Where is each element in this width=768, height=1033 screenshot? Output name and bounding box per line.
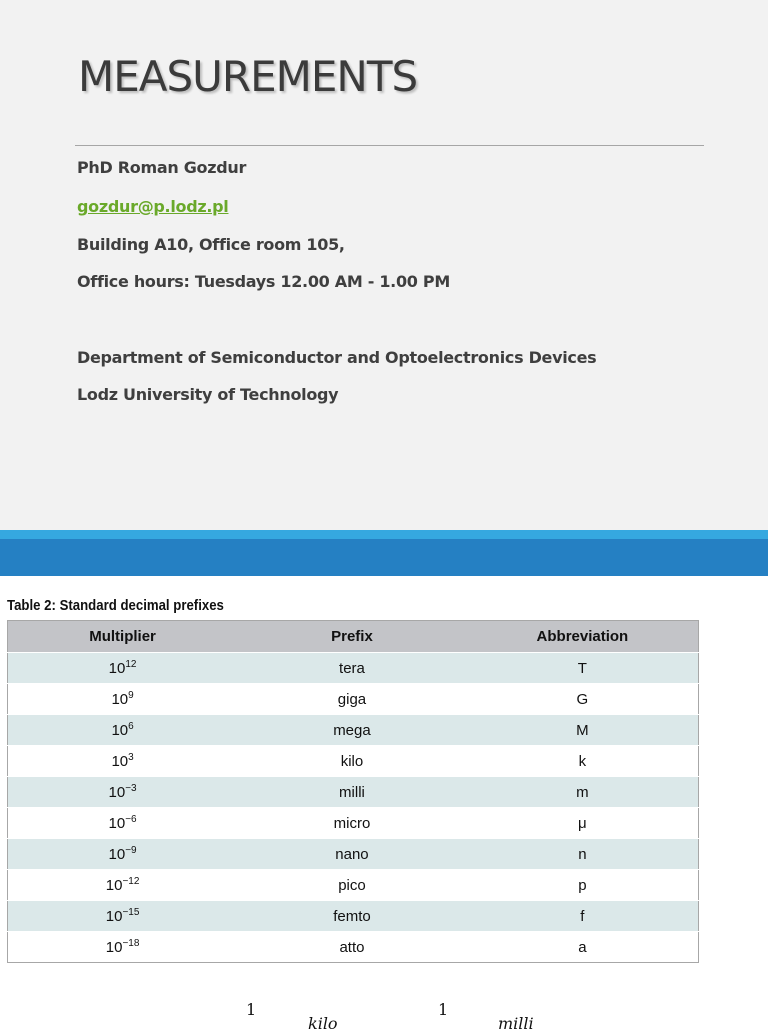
- slide-title: MEASUREMENTS: [78, 52, 418, 101]
- formula-numerator-1: 1: [246, 1000, 257, 1019]
- cell-multiplier: [8, 870, 238, 901]
- office-location: Building A10, Office room 105,: [77, 235, 345, 254]
- cell-multiplier: [8, 932, 238, 963]
- multiplier-exponent: −15: [122, 906, 140, 918]
- multiplier-base: 10: [108, 845, 126, 863]
- table-caption: Table 2: Standard decimal prefixes: [7, 597, 224, 614]
- author-name: PhD Roman Gozdur: [77, 158, 247, 177]
- header-prefix: Prefix: [237, 621, 467, 653]
- cell-multiplier: [8, 715, 238, 746]
- table-row: [8, 746, 699, 777]
- multiplier-exponent: −9: [125, 844, 137, 856]
- cell-multiplier: [8, 839, 238, 870]
- multiplier-base: 10: [105, 907, 123, 925]
- cell-abbreviation: T: [467, 653, 699, 684]
- cell-prefix: giga: [237, 684, 467, 715]
- multiplier-base: 10: [111, 752, 129, 770]
- cell-abbreviation: a: [467, 932, 699, 963]
- cell-multiplier: [8, 901, 238, 932]
- cell-abbreviation: M: [467, 715, 699, 746]
- decimal-prefix-table: [7, 620, 699, 963]
- department-name: Department of Semiconductor and Optoelectronics Devices: [77, 348, 597, 367]
- formula-numerator-2: 1: [438, 1000, 449, 1019]
- accent-band: [0, 539, 768, 576]
- table-row: [8, 839, 699, 870]
- table-row: [8, 808, 699, 839]
- multiplier-base: 10: [111, 721, 129, 739]
- cell-abbreviation: k: [467, 746, 699, 777]
- multiplier-base: 10: [105, 876, 123, 894]
- header-abbreviation: Abbreviation: [467, 621, 699, 653]
- cell-abbreviation: p: [467, 870, 699, 901]
- accent-band-light: [0, 530, 768, 539]
- multiplier-exponent: −12: [122, 875, 140, 887]
- table-body: [8, 653, 699, 963]
- university-name: Lodz University of Technology: [77, 385, 339, 404]
- cell-prefix: milli: [237, 777, 467, 808]
- multiplier-exponent: 3: [128, 751, 134, 763]
- header-multiplier: Multiplier: [8, 621, 238, 653]
- cell-multiplier: [8, 684, 238, 715]
- table-row: [8, 932, 699, 963]
- table-row: [8, 684, 699, 715]
- multiplier-exponent: −18: [122, 937, 140, 949]
- table-header-row: [8, 621, 699, 653]
- multiplier-base: 10: [105, 938, 123, 956]
- formula-word-kilo: kilo: [308, 1014, 338, 1033]
- cell-abbreviation: G: [467, 684, 699, 715]
- title-divider: [75, 145, 704, 146]
- cell-abbreviation: n: [467, 839, 699, 870]
- cell-prefix: kilo: [237, 746, 467, 777]
- multiplier-exponent: −6: [125, 813, 137, 825]
- multiplier-base: 10: [108, 783, 126, 801]
- cell-prefix: tera: [237, 653, 467, 684]
- cell-prefix: mega: [237, 715, 467, 746]
- cell-multiplier: [8, 653, 238, 684]
- multiplier-exponent: −3: [125, 782, 137, 794]
- cell-multiplier: [8, 746, 238, 777]
- cell-prefix: micro: [237, 808, 467, 839]
- cell-abbreviation: m: [467, 777, 699, 808]
- table-row: [8, 777, 699, 808]
- office-hours: Office hours: Tuesdays 12.00 AM - 1.00 PM: [77, 272, 450, 291]
- table-row: [8, 653, 699, 684]
- cell-multiplier: [8, 777, 238, 808]
- email-link[interactable]: gozdur@p.lodz.pl: [77, 197, 229, 216]
- multiplier-exponent: 9: [128, 689, 134, 701]
- cell-prefix: nano: [237, 839, 467, 870]
- multiplier-exponent: 6: [128, 720, 134, 732]
- multiplier-exponent: 12: [125, 658, 137, 670]
- table-row: [8, 870, 699, 901]
- cell-prefix: femto: [237, 901, 467, 932]
- cell-multiplier: [8, 808, 238, 839]
- cell-prefix: atto: [237, 932, 467, 963]
- multiplier-base: 10: [111, 690, 129, 708]
- multiplier-base: 10: [108, 659, 126, 677]
- cell-abbreviation: f: [467, 901, 699, 932]
- table-row: [8, 901, 699, 932]
- cell-abbreviation: μ: [467, 808, 699, 839]
- multiplier-base: 10: [108, 814, 126, 832]
- table-row: [8, 715, 699, 746]
- cell-prefix: pico: [237, 870, 467, 901]
- formula-word-milli: milli: [498, 1014, 534, 1033]
